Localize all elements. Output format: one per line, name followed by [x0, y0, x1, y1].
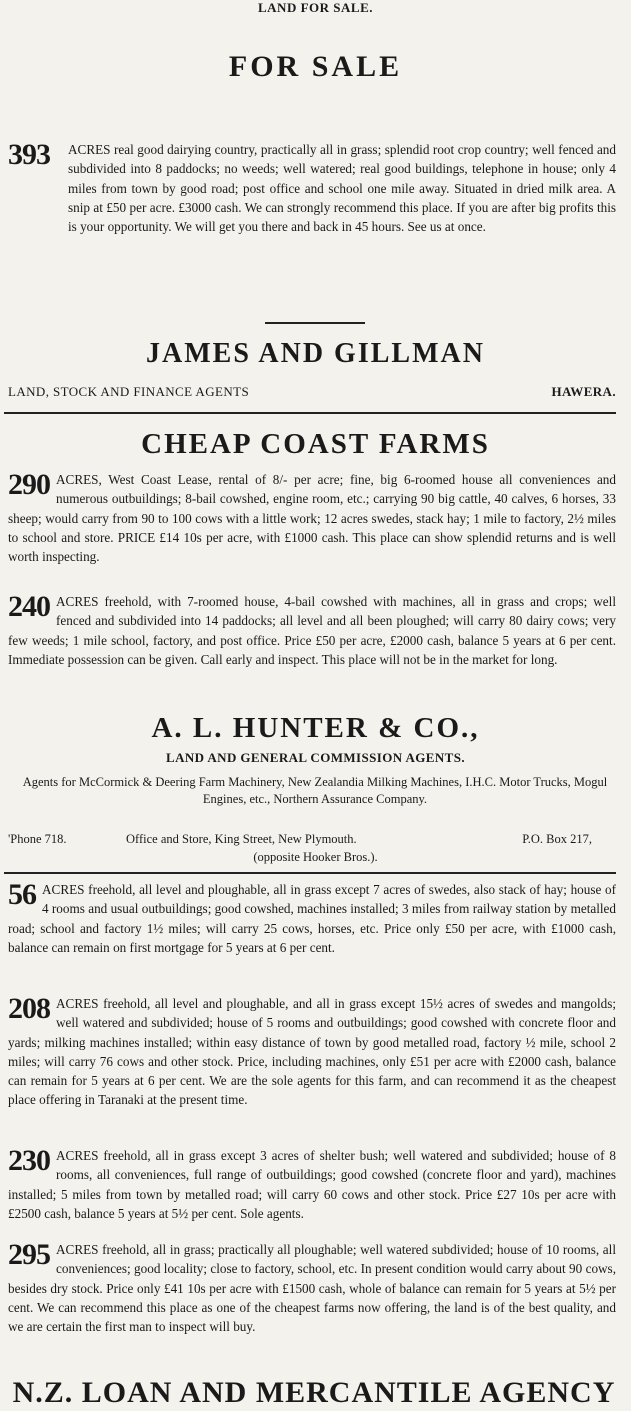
agencies-list: [20, 774, 610, 808]
listing-text: ACRES freehold, all level and ploughable, and all in grass except 15½ acres of swedes and mangolds; well watered and subdivided; house of 5 rooms and outbuildings; good cowshed with concrete floor and yards; milking machines installed; within easy distance of town by good metalled road, factory ½ mile, school 2 miles; will carry 76 cows and other stock. Price, including machines, only £51 per acre with £2000 cash, balance can remain for 5 years at 6 per cent. We are the sole agents for this farm, and can recommend it as the cheapest place offering in Taranaki at the present time.: [8, 996, 616, 1108]
listing-number: 393: [8, 138, 50, 171]
page-header: LAND FOR SALE.: [258, 0, 373, 15]
phone-number: 'Phone 718.: [8, 832, 67, 846]
footer-agency-name: N.Z. LOAN AND MERCANTILE AGENCY: [12, 1376, 616, 1409]
agent-description: LAND AND GENERAL COMMISSION AGENTS.: [166, 750, 465, 765]
listing-text: ACRES, West Coast Lease, rental of 8/- per acre; fine, big 6-roomed house all conveniences and numerous outbuildings; 8-bail cowshed, engine room, etc.; carrying 90 big cattle, 40 calves, 6 horses, 33 sheep; would carry from 90 to 100 cows with a little work; 12 acres swedes, stack hay; 1 mile to factory, 2½ miles to school and store. PRICE £14 10s per acre, with £1000 cash. This place can show splendid returns and is well worth inspecting.: [8, 472, 616, 565]
listing-393: [8, 140, 616, 236]
listing-text: ACRES real good dairying country, practically all in grass; splendid root crop country; well fenced and subdivided into 8 paddocks; no weeds; well watered; real good buildings, telephone in house; only 4 miles from town by good road; post office and school one mile away. Situated in dried milk area. A snip at £50 per acre. £3000 cash. We can strongly recommend this place. If you are after big profits this is your opportunity. We will get you there and back in 45 hours. See us at once.: [68, 142, 616, 235]
section-divider: [4, 872, 616, 874]
listing-56: [8, 880, 616, 957]
cheap-coast-farms-title: CHEAP COAST FARMS: [141, 428, 490, 460]
listing-number: 290: [8, 468, 50, 501]
agent-description: LAND, STOCK AND FINANCE AGENTS: [8, 384, 250, 399]
agent-description-row: [8, 384, 616, 400]
opposite-note: (opposite Hooker Bros.).: [253, 850, 378, 864]
listing-number: 240: [8, 590, 50, 623]
listing-number: 295: [8, 1238, 50, 1271]
office-address: Office and Store, King Street, New Plymouth.: [126, 832, 357, 846]
listing-295: [8, 1240, 616, 1336]
agent-name-james-gillman: JAMES AND GILLMAN: [146, 338, 485, 369]
listing-230: [8, 1146, 616, 1223]
listing-number: 230: [8, 1144, 50, 1177]
listing-208: [8, 994, 616, 1110]
listing-text: ACRES freehold, with 7-roomed house, 4-bail cowshed with machines, all in grass and crops; well fenced and subdivided into 14 paddocks; all level and all been ploughed; will carry 80 dairy cows; very few weeds; 1 mile school, factory, and post office. Price £50 per acre, £2000 cash, balance 5 years at 6 per cent. Immediate possession can be given. Call early and inspect. This place will not be in the market for long.: [8, 594, 616, 667]
listing-text: ACRES freehold, all level and ploughable, all in grass except 7 acres of swedes, also stack of hay; house of 4 rooms and usual outbuildings; good cowshed, machines installed; 3 miles from railway station by metalled road; school and factory 1½ miles; will carry 25 cows, horses, etc. Price only £50 per acre, with £1000 cash, balance can remain on first mortgage for 5 years at 6 per cent.: [8, 882, 616, 955]
contact-row: [8, 832, 616, 847]
listing-240: [8, 592, 616, 669]
po-box: P.O. Box 217,: [522, 832, 592, 846]
listing-number: 208: [8, 992, 50, 1025]
agencies-text: Agents for McCormick & Deering Farm Machinery, New Zealandia Milking Machines, I.H.C. Motor Trucks, Mogul Engines, etc., Northern Assurance Company.: [22, 775, 608, 806]
listing-text: ACRES freehold, all in grass except 3 acres of shelter bush; well watered and subdivided; house of 8 rooms, all conveniences, full range of outbuildings; good cowshed (concrete floor and yard), machines installed; 5 miles from town by metalled road; will carry 60 cows and other stock. Price £27 10s per acre with £2500 cash, balance 5 years at 5½ per cent. Sole agents.: [8, 1148, 616, 1221]
agent-town: HAWERA.: [551, 384, 616, 399]
section-divider: [4, 412, 616, 414]
for-sale-title: FOR SALE: [228, 50, 403, 83]
listing-number: 56: [8, 878, 36, 911]
short-divider: [265, 322, 365, 324]
agent-name-hunter: A. L. HUNTER & CO.,: [151, 712, 480, 744]
listing-290: [8, 470, 616, 566]
listing-text: ACRES freehold, all in grass; practically all ploughable; well watered subdivided; house of 10 rooms, all conveniences; good locality; close to factory, school, etc. In present condition would carry about 90 cows, besides dry stock. Price only £41 10s per acre with £1500 cash, whole of balance can remain for 5 years at 5½ per cent. We can recommend this place as one of the cheapest farms now offering, the land is of the best quality, and we are certain the first man to inspect will buy.: [8, 1242, 616, 1335]
